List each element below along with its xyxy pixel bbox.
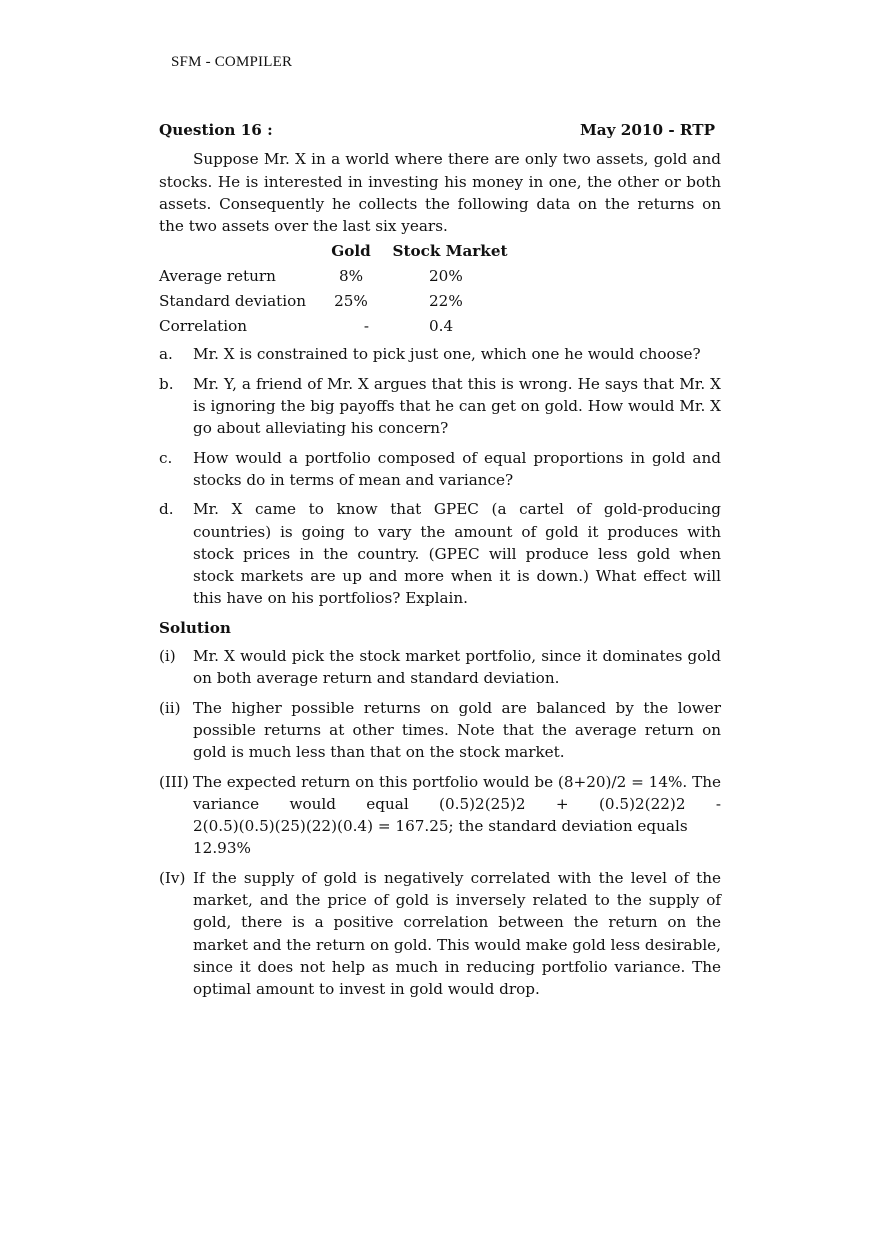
table-header-row: [159, 238, 525, 263]
list-item: [159, 343, 721, 365]
solution-text: If the supply of gold is negatively correlated with the level of the market, and the price of gold is inversely related to the supply of gold, there is a positive correlation between the return on the market and the return on gold. This would make gold less desirable, since it does not help as much in reducing portfolio variance. The optimal amount to invest in gold would drop.: [193, 868, 721, 999]
part-label: c.: [159, 448, 173, 467]
solution-item: [159, 697, 721, 764]
part-label: a.: [159, 345, 173, 364]
part-text: Mr. X came to know that GPEC (a cartel of gold-producing countries) is going to vary the amount of gold it produces with stock prices in the country. (GPEC will produce less gold when stock markets are up and more when it is down.) What effect will this have on his portfolios? Explain.: [193, 500, 721, 608]
table-cell: [375, 288, 525, 313]
table-row: [159, 313, 525, 338]
solution-label: (Iv): [159, 868, 186, 887]
solution-item: [159, 771, 721, 860]
table-cell: 25%: [334, 291, 368, 310]
table-cell: 8%: [338, 266, 364, 285]
solution-text: Mr. X would pick the stock market portfolio, since it dominates gold on both average return and standard deviation.: [193, 647, 721, 688]
question-heading: [159, 119, 721, 141]
table-row: [159, 263, 525, 288]
part-text: Mr. Y, a friend of Mr. X argues that this is wrong. He says that Mr. X is ignoring the big payoffs that he can get on gold. How would Mr. X go about alleviating his concern?: [193, 374, 721, 438]
solution-text: The higher possible returns on gold are balanced by the lower possible returns at other times. Note that the average return on gold is much less than that on the stock market.: [193, 698, 721, 762]
table-header: Gold: [331, 241, 371, 260]
part-text: Mr. X is constrained to pick just one, which one he would choose?: [193, 345, 701, 364]
question-source: May 2010 - RTP: [580, 121, 715, 139]
table-cell: -: [363, 316, 369, 335]
table-cell: Standard deviation: [159, 291, 307, 310]
table-cell: Correlation: [159, 316, 248, 335]
table-header: Stock Market: [392, 241, 508, 260]
list-item: [159, 498, 721, 609]
table-header: [159, 238, 327, 263]
solution-label: (i): [159, 647, 176, 666]
solution-text-line: 2(0.5)(0.5)(25)(22)(0.4) = 167.25; the standard deviation equals 12.93%: [193, 817, 688, 858]
solution-item: [159, 645, 721, 690]
document-body: [159, 119, 721, 1008]
part-label: b.: [159, 374, 174, 393]
table-cell: [375, 263, 525, 288]
solution-heading: Solution: [159, 618, 231, 637]
question-title: Question 16 :: [159, 121, 273, 139]
solution-item: [159, 867, 721, 1001]
list-item: [159, 447, 721, 492]
returns-table: [159, 238, 525, 338]
question-parts: [159, 343, 721, 609]
part-text: How would a portfolio composed of equal proportions in gold and stocks do in terms of mean and variance?: [193, 448, 721, 489]
list-item: [159, 373, 721, 440]
page-header: SFM - COMPILER: [171, 54, 293, 70]
solution-text-line: The expected return on this portfolio would be (8+20)/2 = 14%. The variance would equal (0.5)2(25)2 + (0.5)2(22)2 -: [193, 772, 721, 813]
solution-label: (III): [159, 772, 189, 791]
table-cell-value: 20%: [429, 266, 463, 285]
solution-label: (ii): [159, 698, 181, 717]
table-row: [159, 288, 525, 313]
table-cell-value: 0.4: [429, 316, 454, 335]
table-cell-value: 22%: [429, 291, 463, 310]
solution-text: [193, 771, 721, 860]
table-cell: [375, 313, 525, 338]
part-label: d.: [159, 500, 174, 519]
question-intro: Suppose Mr. X in a world where there are only two assets, gold and stocks. He is interested in investing his money in one, the other or both assets. Consequently he collects the following data on the returns on the two assets over the last six years.: [159, 150, 721, 236]
table-cell: Average return: [159, 266, 276, 285]
